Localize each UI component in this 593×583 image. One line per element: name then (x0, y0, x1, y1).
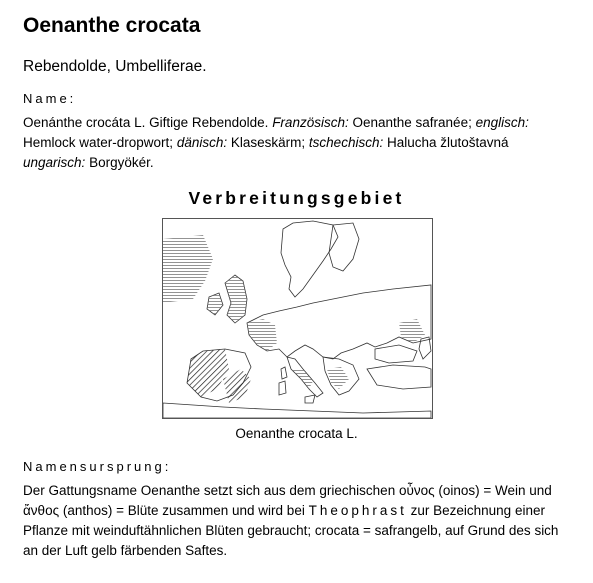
map-corsica (281, 367, 287, 379)
name-section-heading: Name: (23, 91, 77, 106)
origin-text-part-2: zur Bezeichnung einer Pflanze mit weinduftähnlichen Blüten gebraucht; crocata = safrangelb, auf Grund des sich an der Luft gelb färbenden Saftes. (23, 503, 559, 558)
map-sicily (305, 395, 315, 403)
page-title: Oenanthe crocata (23, 14, 201, 37)
lang-label-da: dänisch: (176, 135, 228, 150)
name-hu: Borgyökér. (89, 155, 154, 170)
distribution-heading: Verbreitungsgebiet (188, 188, 405, 208)
map-black-sea (375, 345, 417, 363)
range-ireland (207, 293, 223, 315)
map-anatolia (367, 365, 431, 389)
lang-label-fr: Französisch: (272, 115, 349, 130)
lang-label-en: englisch: (475, 115, 529, 130)
name-cs: Halucha žlutoštavná (386, 135, 509, 150)
map-scandinavia (281, 221, 338, 297)
range-west-coast (163, 235, 213, 303)
range-british-isles (225, 275, 247, 323)
lang-label-hu: ungarisch: (23, 155, 86, 170)
name-paragraph (23, 113, 573, 173)
person-name: Theophrast (308, 503, 407, 518)
europe-map-image (163, 219, 432, 418)
range-italy (291, 369, 313, 389)
origin-section-heading: Namensursprung: (23, 459, 172, 474)
name-en: Hemlock water-dropwort; (23, 135, 174, 150)
origin-paragraph (23, 481, 573, 561)
name-da: Klaseskärm; (230, 135, 306, 150)
map-north-africa (163, 403, 431, 418)
map-sardinia (279, 381, 286, 395)
range-mediterranean (223, 369, 251, 403)
map-finland (329, 223, 359, 271)
origin-text-part-1: Der Gattungsname Oenanthe setzt sich aus dem griechischen οὖνος (oinos) = Wein und ἄνθος (anthos) = Blüte zusammen und wird bei (23, 483, 552, 518)
range-balkans (327, 367, 349, 389)
family-subtitle: Rebendolde, Umbelliferae. (23, 58, 207, 75)
botanical-name: Oenánthe crocáta L. Giftige Rebendolde. (23, 115, 269, 130)
map-mainland (247, 285, 431, 359)
name-fr: Oenanthe safranée; (352, 115, 472, 130)
distribution-map (162, 218, 433, 419)
map-caption: Oenanthe crocata L. (235, 426, 358, 441)
range-france (247, 319, 277, 351)
lang-label-cs: tschechisch: (308, 135, 384, 150)
